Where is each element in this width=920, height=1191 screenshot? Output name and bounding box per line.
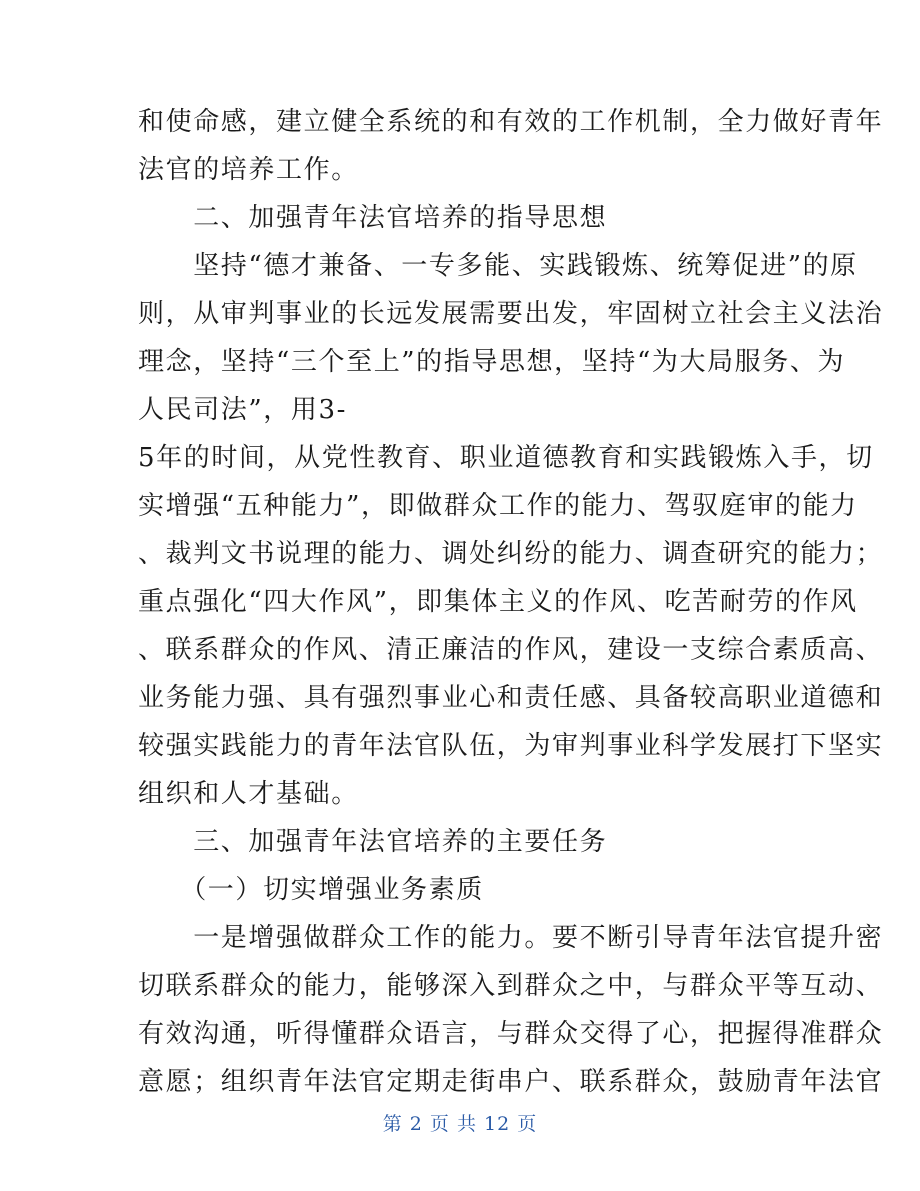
- body-line: 和使命感，建立健全系统的和有效的工作机制，全力做好青年: [138, 107, 884, 137]
- body-line: 、联系群众的作风、清正廉洁的作风，建设一支综合素质高、: [138, 635, 884, 665]
- body-line: 坚持“德才兼备、一专多能、实践锻炼、统筹促进”的原: [138, 251, 858, 281]
- section-heading: 二、加强青年法官培养的指导思想: [138, 203, 608, 233]
- body-line: 意愿；组织青年法官定期走街串户、联系群众，鼓励青年法官: [138, 1067, 884, 1097]
- body-line: 法官的培养工作。: [138, 155, 359, 185]
- section-heading: 三、加强青年法官培养的主要任务: [138, 827, 608, 857]
- body-line: 较强实践能力的青年法官队伍，为审判事业科学发展打下坚实: [138, 731, 884, 761]
- body-line: 一是增强做群众工作的能力。要不断引导青年法官提升密: [138, 923, 884, 953]
- body-line: 切联系群众的能力，能够深入到群众之中，与群众平等互动、: [138, 971, 884, 1001]
- body-line: 有效沟通，听得懂群众语言，与群众交得了心，把握得准群众: [138, 1019, 884, 1049]
- body-line: 业务能力强、具有强烈事业心和责任感、具备较高职业道德和: [138, 683, 884, 713]
- body-line: 5年的时间，从党性教育、职业道德教育和实践锻炼入手，切: [138, 443, 874, 473]
- body-line: 则，从审判事业的长远发展需要出发，牢固树立社会主义法治: [138, 299, 884, 329]
- subsection-heading: （一）切实增强业务素质: [138, 875, 484, 905]
- body-line: 组织和人才基础。: [138, 779, 359, 809]
- body-line: 重点强化“四大作风”，即集体主义的作风、吃苦耐劳的作风: [138, 587, 858, 617]
- body-line: 人民司法”，用3-: [138, 395, 348, 425]
- page-number-footer: 第 2 页 共 12 页: [382, 1113, 538, 1135]
- body-line: 实增强“五种能力”，即做群众工作的能力、驾驭庭审的能力: [138, 491, 858, 521]
- body-line: 理念，坚持“三个至上”的指导思想，坚持“为大局服务、为: [138, 347, 846, 377]
- body-line: 、裁判文书说理的能力、调处纠纷的能力、调查研究的能力；: [138, 539, 884, 569]
